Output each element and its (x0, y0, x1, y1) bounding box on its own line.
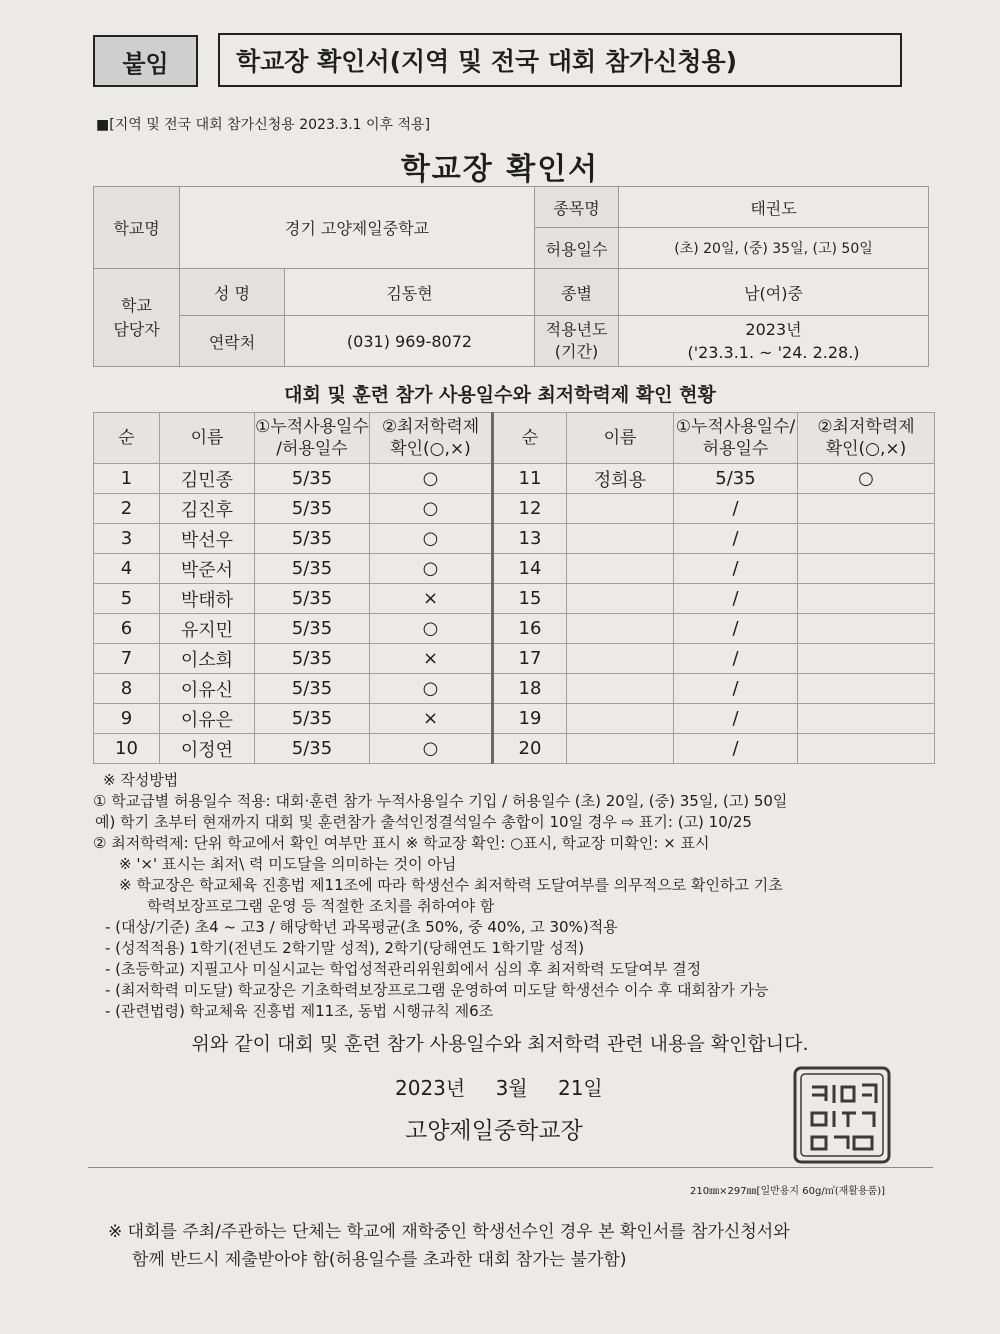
academic-check: ○ (370, 674, 493, 704)
table-row (94, 734, 935, 764)
method-line: - (최저학력 미도달) 학교장은 기초학력보장프로그램 운영하여 미도달 학생선수 이수 후 대회참가 가능 (105, 981, 769, 999)
applicability-note: ■[지역 및 전국 대회 참가신청용 2023.3.1 이후 적용] (96, 117, 431, 133)
used-days: 5/35 (255, 644, 370, 674)
student-name: 박선우 (160, 524, 255, 554)
academic-check: ○ (370, 554, 493, 584)
row-number: 15 (493, 584, 567, 614)
student-name: 박준서 (160, 554, 255, 584)
academic-check: ○ (370, 464, 493, 494)
row-number: 3 (94, 524, 160, 554)
attachment-tag: 붙임 (93, 35, 198, 87)
row-number: 16 (493, 614, 567, 644)
student-name (567, 614, 674, 644)
table-row (94, 644, 935, 674)
academic-check (798, 674, 935, 704)
student-name: 박태하 (160, 584, 255, 614)
used-days: / (674, 584, 798, 614)
school-label: 학교명 (94, 187, 180, 269)
year-value: 2023년 ('23.3.1. ~ '24. 2.28.) (619, 316, 929, 367)
section-title: 대회 및 훈련 참가 사용일수와 최저학력제 확인 현황 (284, 384, 716, 406)
row-number: 18 (493, 674, 567, 704)
academic-check (798, 614, 935, 644)
academic-check (798, 554, 935, 584)
bottom-rule (88, 1167, 933, 1168)
method-line: ※ '×' 표시는 최저\ 력 미도달을 의미하는 것이 아님 (119, 855, 457, 873)
student-name (567, 554, 674, 584)
table-row (94, 704, 935, 734)
row-number: 10 (94, 734, 160, 764)
header-title: 학교장 확인서(지역 및 전국 대회 참가신청용) (218, 33, 902, 87)
allowed-days-value: (초) 20일, (중) 35일, (고) 50일 (619, 228, 929, 269)
academic-check: × (370, 584, 493, 614)
used-days: / (674, 674, 798, 704)
used-days: / (674, 614, 798, 644)
row-number: 14 (493, 554, 567, 584)
principal-signature: 고양제일중학교장 (405, 1118, 583, 1144)
table-row (94, 674, 935, 704)
academic-check (798, 584, 935, 614)
academic-check: ○ (370, 614, 493, 644)
method-line: 학력보장프로그램 운영 등 적절한 조치를 취하여야 함 (147, 897, 495, 915)
manager-name: 김동현 (285, 269, 535, 316)
student-name (567, 674, 674, 704)
contact-value: (031) 969-8072 (285, 316, 535, 367)
student-name (567, 584, 674, 614)
used-days: 5/35 (674, 464, 798, 494)
issue-date (395, 1072, 627, 1101)
row-number: 11 (493, 464, 567, 494)
academic-check: ○ (370, 524, 493, 554)
footer-note (108, 1218, 790, 1274)
used-days: 5/35 (255, 584, 370, 614)
student-name: 이유신 (160, 674, 255, 704)
event-label: 종목명 (535, 187, 619, 228)
method-line: ② 최저학력제: 단위 학교에서 확인 여부만 표시 ※ 학교장 확인: ○표시, 학교장 미확인: × 표시 (93, 834, 710, 852)
row-number: 7 (94, 644, 160, 674)
student-name (567, 644, 674, 674)
row-number: 12 (493, 494, 567, 524)
row-number: 5 (94, 584, 160, 614)
table-row (94, 494, 935, 524)
year-label: 적용년도 (기간) (535, 316, 619, 367)
used-days: 5/35 (255, 674, 370, 704)
used-days: 5/35 (255, 734, 370, 764)
col-header-days-2: ①누적사용일수/ 허용일수 (674, 413, 798, 464)
row-number: 2 (94, 494, 160, 524)
confirmation-statement: 위와 같이 대회 및 훈련 참가 사용일수와 최저학력 관련 내용을 확인합니다. (191, 1033, 809, 1055)
method-line: - (관련법령) 학교체육 진흥법 제11조, 동법 시행규칙 제6조 (105, 1002, 494, 1020)
used-days: / (674, 494, 798, 524)
method-line: - (성적적용) 1학기(전년도 2학기말 성적), 2학기(당해연도 1학기말 성적) (105, 939, 585, 957)
academic-check (798, 524, 935, 554)
method-line: - (대상/기준) 초4 ~ 고3 / 해당학년 과목평균(초 50%, 중 40%, 고 30%)적용 (105, 918, 618, 936)
manager-label: 학교 담당자 (94, 269, 180, 367)
col-header-days: ①누적사용일수 /허용일수 (255, 413, 370, 464)
student-name: 유지민 (160, 614, 255, 644)
row-number: 9 (94, 704, 160, 734)
academic-check: × (370, 704, 493, 734)
student-name (567, 494, 674, 524)
method-line: - (초등학교) 지필고사 미실시교는 학업성적관리위원회에서 심의 후 최저학력 도달여부 결정 (105, 960, 702, 978)
student-name: 김진후 (160, 494, 255, 524)
paper-spec: 210㎜×297㎜[일반용지 60g/㎡(재활용품)] (690, 1186, 886, 1197)
date-year: 2023년 (395, 1076, 466, 1100)
footer-line: 함께 반드시 제출받아야 함(허용일수를 초과한 대회 참가는 불가함) (132, 1250, 627, 1270)
table-row (94, 584, 935, 614)
writing-method (93, 770, 943, 1022)
method-line: ① 학교급별 허용일수 적용: 대회·훈련 참가 누적사용일수 기입 / 허용일수 (초) 20일, (중) 35일, (고) 50일 (93, 792, 788, 810)
academic-check: ○ (370, 734, 493, 764)
gender-label: 종별 (535, 269, 619, 316)
table-row (94, 614, 935, 644)
table-row (94, 554, 935, 584)
student-name: 정희용 (567, 464, 674, 494)
method-line: ※ 학교장은 학교체육 진흥법 제11조에 따라 학생선수 최저학력 도달여부를 의무적으로 확인하고 기초 (119, 876, 783, 894)
student-name: 이정연 (160, 734, 255, 764)
col-header-no: 순 (94, 413, 160, 464)
academic-check (798, 644, 935, 674)
col-header-check-2: ②최저학력제 확인(○,×) (798, 413, 935, 464)
used-days: 5/35 (255, 554, 370, 584)
col-header-check: ②최저학력제 확인(○,×) (370, 413, 493, 464)
row-number: 1 (94, 464, 160, 494)
student-name (567, 524, 674, 554)
academic-check: ○ (798, 464, 935, 494)
table-row (94, 524, 935, 554)
used-days: / (674, 554, 798, 584)
used-days: 5/35 (255, 494, 370, 524)
col-header-name: 이름 (160, 413, 255, 464)
allowed-days-label: 허용일수 (535, 228, 619, 269)
student-name (567, 704, 674, 734)
used-days: 5/35 (255, 614, 370, 644)
used-days: 5/35 (255, 704, 370, 734)
method-heading: ※ 작성방법 (103, 771, 179, 789)
official-seal-icon (792, 1065, 892, 1165)
student-name: 김민종 (160, 464, 255, 494)
academic-check (798, 494, 935, 524)
date-day: 21일 (557, 1076, 603, 1100)
roster-table (93, 412, 935, 764)
school-info-table (93, 186, 929, 367)
used-days: / (674, 704, 798, 734)
name-label: 성 명 (180, 269, 285, 316)
date-month: 3월 (495, 1076, 528, 1100)
row-number: 20 (493, 734, 567, 764)
roster-header-row (94, 413, 935, 464)
student-name (567, 734, 674, 764)
method-line: 예) 학기 초부터 현재까지 대회 및 훈련참가 출석인정결석일수 총합이 10일 경우 ⇨ 표기: (고) 10/25 (95, 813, 752, 831)
academic-check (798, 704, 935, 734)
academic-check: ○ (370, 494, 493, 524)
used-days: 5/35 (255, 464, 370, 494)
col-header-no-2: 순 (493, 413, 567, 464)
used-days: / (674, 644, 798, 674)
gender-value: 남(여)중 (619, 269, 929, 316)
event-value: 태권도 (619, 187, 929, 228)
used-days: / (674, 524, 798, 554)
row-number: 17 (493, 644, 567, 674)
used-days: / (674, 734, 798, 764)
row-number: 19 (493, 704, 567, 734)
used-days: 5/35 (255, 524, 370, 554)
footer-line: ※ 대회를 주최/주관하는 단체는 학교에 재학중인 학생선수인 경우 본 확인서를 참가신청서와 (108, 1222, 790, 1242)
academic-check (798, 734, 935, 764)
row-number: 4 (94, 554, 160, 584)
row-number: 6 (94, 614, 160, 644)
row-number: 8 (94, 674, 160, 704)
table-row (94, 464, 935, 494)
student-name: 이소희 (160, 644, 255, 674)
document-title: 학교장 확인서 (400, 152, 600, 187)
col-header-name-2: 이름 (567, 413, 674, 464)
row-number: 13 (493, 524, 567, 554)
contact-label: 연락처 (180, 316, 285, 367)
student-name: 이유은 (160, 704, 255, 734)
academic-check: × (370, 644, 493, 674)
school-value: 경기 고양제일중학교 (180, 187, 535, 269)
